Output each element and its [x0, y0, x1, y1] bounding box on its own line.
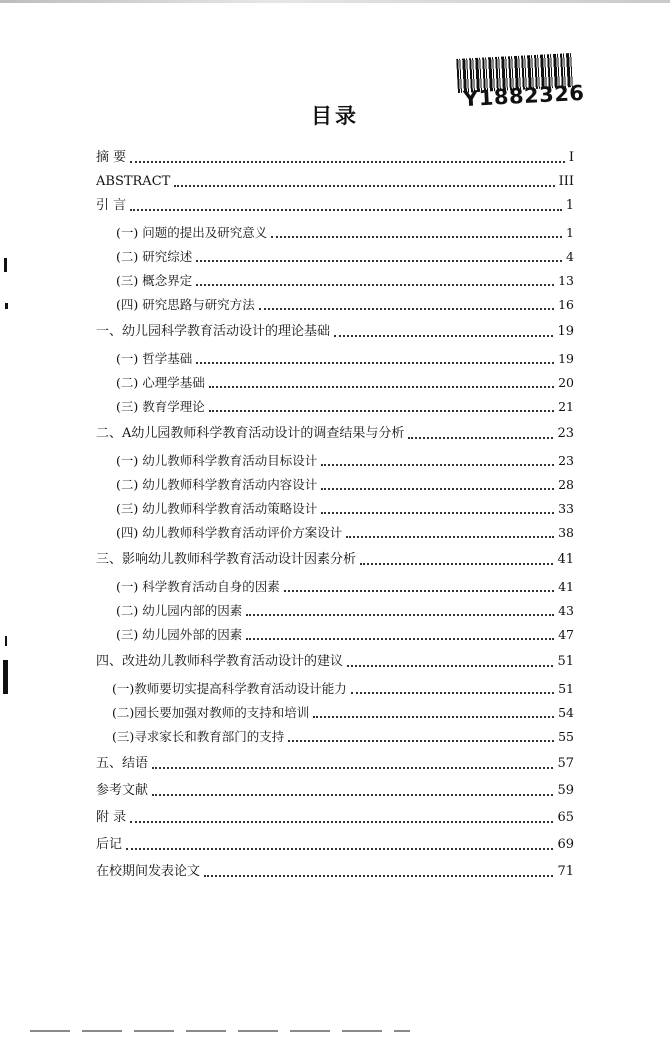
toc-entry-page: 19	[558, 351, 574, 366]
toc-entry-page: 71	[557, 864, 574, 879]
toc-entry-title: 五、结语	[96, 756, 149, 771]
dot-leader	[130, 161, 565, 163]
dot-leader	[321, 512, 554, 514]
toc-entry[interactable]	[96, 829, 574, 853]
toc-entry-page: I	[568, 150, 574, 165]
barcode-number: Y1882326	[462, 80, 586, 112]
toc-subentry[interactable]	[96, 469, 574, 493]
toc-entry-title: (三)寻求家长和教育部门的支持	[112, 729, 285, 744]
toc-entry-page: 20	[558, 375, 574, 390]
toc-entry-page: 51	[557, 654, 574, 669]
toc-entry-page: 23	[557, 426, 574, 441]
dot-leader	[126, 848, 553, 850]
toc-entry-page: 1	[565, 198, 574, 213]
toc-entry-title: (二) 幼儿教师科学教育活动内容设计	[116, 477, 318, 492]
dot-leader	[196, 362, 554, 364]
toc-entry-page: 59	[557, 783, 574, 798]
toc-subentry[interactable]	[96, 517, 574, 541]
toc-entry-page: 4	[566, 249, 574, 264]
toc-entry-title: (二) 心理学基础	[116, 375, 205, 390]
toc-subentry[interactable]	[96, 289, 574, 313]
toc-entry-page: 19	[557, 324, 574, 339]
toc-entry-page: 38	[558, 525, 574, 540]
toc-entry-title: (二) 研究综述	[116, 249, 193, 264]
dot-leader	[321, 464, 554, 466]
toc-entry-title: (三) 教育学理论	[116, 399, 205, 414]
dot-leader	[351, 692, 554, 694]
scan-edge-top	[0, 0, 670, 3]
page-title: 目录	[311, 104, 359, 128]
toc-entry-page: III	[558, 174, 574, 189]
toc-subentry[interactable]	[96, 721, 574, 745]
toc-subentry[interactable]	[96, 493, 574, 517]
dot-leader	[196, 284, 554, 286]
toc-entry-title: 一、幼儿园科学教育活动设计的理论基础	[96, 324, 331, 339]
toc-entry-page: 51	[558, 681, 574, 696]
toc-entry-page: 69	[557, 837, 574, 852]
toc-subentry[interactable]	[96, 445, 574, 469]
toc-subentry[interactable]	[96, 391, 574, 415]
dot-leader	[209, 410, 554, 412]
toc-entry-title: 四、改进幼儿教师科学教育活动设计的建议	[96, 654, 344, 669]
toc-entry-title: (一) 哲学基础	[116, 351, 193, 366]
dot-leader	[360, 563, 553, 565]
toc-entry[interactable]	[96, 418, 574, 442]
toc-entry-page: 65	[557, 810, 574, 825]
toc-entry-title: (一) 幼儿教师科学教育活动目标设计	[116, 453, 318, 468]
toc-entry[interactable]	[96, 802, 574, 826]
toc-entry-page: 1	[566, 225, 574, 240]
dot-leader	[152, 794, 553, 796]
toc-subentry[interactable]	[96, 367, 574, 391]
toc-entry-title: (四) 研究思路与研究方法	[116, 297, 255, 312]
dot-leader	[246, 638, 554, 640]
scan-edge-bottom	[30, 1030, 410, 1032]
dot-leader	[313, 716, 554, 718]
toc-entry-title: 在校期间发表论文	[96, 864, 201, 879]
dot-leader	[346, 536, 554, 538]
toc-entry-title: (三) 概念界定	[116, 273, 193, 288]
dot-leader	[152, 767, 553, 769]
toc-entry-title: (一)教师要切实提高科学教育活动设计能力	[112, 681, 347, 696]
toc-entry-title: (二)园长要加强对教师的支持和培训	[112, 705, 310, 720]
toc-entry-page: 23	[558, 453, 574, 468]
toc-subentry[interactable]	[96, 619, 574, 643]
toc-entry-title: 摘 要	[96, 150, 127, 165]
toc-entry-title: (三) 幼儿园外部的因素	[116, 627, 243, 642]
toc-entry-page: 41	[558, 579, 574, 594]
toc-entry-page: 43	[558, 603, 574, 618]
scan-margin-mark	[3, 660, 8, 694]
dot-leader	[196, 260, 562, 262]
dot-leader	[288, 740, 554, 742]
toc-entry-title: (三) 幼儿教师科学教育活动策略设计	[116, 501, 318, 516]
toc-entry-page: 21	[558, 399, 574, 414]
toc-subentry[interactable]	[96, 265, 574, 289]
toc-entry[interactable]	[96, 190, 574, 214]
toc-entry[interactable]	[96, 748, 574, 772]
dot-leader	[347, 665, 553, 667]
toc-subentry[interactable]	[96, 673, 574, 697]
dot-leader	[209, 386, 554, 388]
scan-margin-mark	[5, 636, 7, 646]
toc-entry-title: 后记	[96, 837, 123, 852]
toc-entry-page: 41	[557, 552, 574, 567]
toc-entry-page: 57	[557, 756, 574, 771]
toc-entry-page: 47	[558, 627, 574, 642]
toc-subentry[interactable]	[96, 343, 574, 367]
toc-entry[interactable]	[96, 142, 574, 166]
toc-entry-title: 参考文献	[96, 783, 149, 798]
scan-margin-mark	[4, 258, 7, 272]
toc-entry-page: 55	[558, 729, 574, 744]
toc-entry[interactable]	[96, 646, 574, 670]
dot-leader	[130, 209, 562, 211]
dot-leader	[259, 308, 554, 310]
toc-entry-title: (四) 幼儿教师科学教育活动评价方案设计	[116, 525, 343, 540]
toc-entry[interactable]	[96, 166, 574, 190]
toc-subentry[interactable]	[96, 571, 574, 595]
dot-leader	[174, 185, 554, 187]
toc-subentry[interactable]	[96, 241, 574, 265]
toc-entry-title: (二) 幼儿园内部的因素	[116, 603, 243, 618]
table-of-contents	[96, 142, 574, 880]
toc-entry-title: 二、A幼儿园教师科学教育活动设计的调查结果与分析	[96, 426, 405, 441]
toc-entry-page: 54	[558, 705, 574, 720]
toc-entry-title: (一) 科学教育活动自身的因素	[116, 579, 280, 594]
dot-leader	[271, 236, 562, 238]
toc-subentry[interactable]	[96, 595, 574, 619]
toc-entry-title: (一) 问题的提出及研究意义	[116, 225, 268, 240]
toc-entry-page: 28	[558, 477, 574, 492]
dot-leader	[408, 437, 553, 439]
dot-leader	[284, 590, 554, 592]
toc-entry[interactable]	[96, 316, 574, 340]
dot-leader	[204, 875, 553, 877]
toc-entry-title: 三、影响幼儿教师科学教育活动设计因素分析	[96, 552, 357, 567]
toc-entry-title: 引 言	[96, 198, 127, 213]
toc-entry-page: 33	[558, 501, 574, 516]
dot-leader	[321, 488, 554, 490]
toc-entry[interactable]	[96, 856, 574, 880]
toc-entry[interactable]	[96, 775, 574, 799]
toc-subentry[interactable]	[96, 697, 574, 721]
dot-leader	[130, 821, 553, 823]
dot-leader	[246, 614, 554, 616]
toc-entry[interactable]	[96, 544, 574, 568]
toc-entry-page: 16	[558, 297, 574, 312]
toc-entry-title: ABSTRACT	[96, 174, 171, 189]
toc-subentry[interactable]	[96, 217, 574, 241]
toc-entry-page: 13	[558, 273, 574, 288]
dot-leader	[334, 335, 553, 337]
scan-margin-mark	[5, 303, 8, 309]
toc-entry-title: 附 录	[96, 810, 127, 825]
